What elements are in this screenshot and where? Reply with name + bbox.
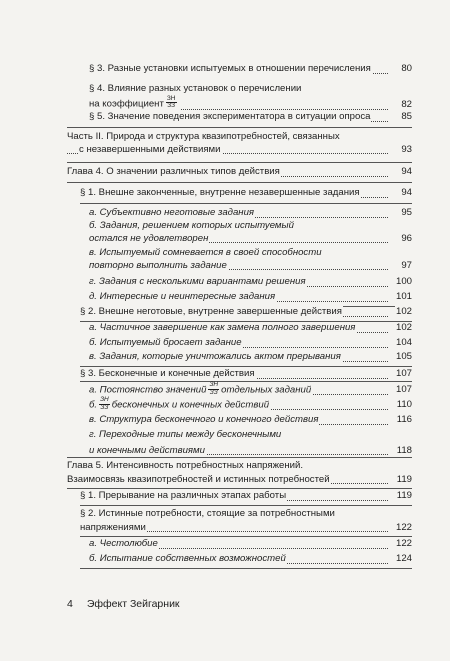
toc-entry-title: д. Интересные и неинтересные задания: [89, 291, 276, 302]
toc-page-number: 119: [396, 473, 412, 485]
toc-page-number: 122: [395, 521, 412, 533]
toc-entry-title: а. Честолюбие: [89, 538, 158, 549]
toc-entry[interactable]: [89, 538, 412, 551]
toc-entry-title-cont: и конечными действиями: [89, 444, 205, 456]
toc-entry-title: § 3. Разные установки испытуемых в отношении перечисления: [89, 63, 371, 74]
toc-entry-title: в. Задания, которые уничтожались актом прерывания: [89, 351, 341, 362]
page-footer: [67, 598, 180, 610]
toc-page-number: 102: [395, 306, 412, 317]
formula-fraction: $\frac{ЗН}{ЗЗ}$: [100, 396, 109, 411]
toc-entry-title-cont: бесконечных и конечных действий: [111, 399, 270, 411]
toc-entry[interactable]: [89, 553, 412, 566]
divider: [67, 182, 412, 183]
toc-entry[interactable]: [89, 382, 412, 397]
toc-entry-title: а. Частичное завершение как замена полного завершения: [89, 322, 356, 333]
toc-page-number: 95: [401, 207, 412, 218]
toc-page-number: 100: [395, 276, 412, 287]
toc-page-number: 80: [401, 63, 412, 74]
toc-entry-title-cont: Взаимосвязь квазипотребностей и истинных потребностей: [67, 473, 330, 485]
toc-entry-title: Глава 5. Интенсивность потребностных напряжений.: [67, 460, 304, 471]
divider: [67, 127, 412, 128]
toc-entry-title: г. Задания с несколькими вариантами решения: [89, 276, 306, 287]
toc-page-number: 104: [395, 337, 412, 348]
toc-entry-title: г. Переходные типы между бесконечными: [89, 429, 282, 440]
toc-entry-title: б.: [89, 399, 98, 411]
toc-entry-title: а. Постоянство значений: [89, 384, 207, 396]
divider: [80, 536, 412, 537]
toc-page-number: 97: [401, 259, 412, 271]
toc-entry-title: б. Задания, решением которых испытуемый: [89, 220, 294, 231]
divider: [80, 203, 412, 204]
running-title: Эффект Зейгарник: [86, 598, 180, 610]
toc-page-number: 119: [396, 490, 412, 501]
toc-page-number: 82: [401, 98, 412, 110]
toc-entry[interactable]: [67, 460, 412, 486]
toc-entry[interactable]: [89, 397, 412, 412]
toc-page-number: 107: [395, 368, 412, 379]
toc-entry-title-cont: с незавершенными действиями: [79, 143, 221, 155]
toc-page-number: 107: [395, 384, 412, 395]
toc-page-number: 116: [396, 414, 412, 425]
formula-fraction: $\frac{ЗН}{ЗЗ}$: [166, 94, 176, 110]
toc-entry-title-cont: на коэффициент: [89, 98, 164, 110]
toc-page-number: 93: [401, 143, 412, 155]
toc-page-number: 94: [401, 187, 412, 198]
divider: [80, 366, 412, 367]
toc-entry[interactable]: [89, 414, 412, 427]
toc-entry-title: § 1. Внешне законченные, внутренне незавершенные задания: [80, 187, 360, 198]
toc-page-number: 102: [395, 322, 412, 333]
toc-entry-title: § 2. Истинные потребности, стоящие за потребностными: [80, 508, 335, 519]
toc-entry[interactable]: [80, 368, 412, 381]
toc-page-number: 96: [401, 232, 412, 244]
toc-page-number: 101: [395, 291, 412, 302]
divider: [80, 505, 412, 506]
toc-page-number: 110: [396, 399, 412, 410]
toc-entry[interactable]: [80, 187, 412, 200]
toc-entry-title: § 1. Прерывание на различных этапах работы: [80, 490, 287, 501]
toc-entry-title-cont: остался не удовлетворен: [89, 232, 209, 244]
toc-entry-title: а. Субъективно неготовые задания: [89, 207, 255, 218]
toc-entry-title-cont: отдельных заданий: [221, 384, 312, 396]
formula-fraction: $\frac{ЗН}{ЗЗ}$: [209, 381, 219, 396]
toc-entry-title: § 3. Бесконечные и конечные действия: [80, 368, 255, 379]
toc-entry[interactable]: [67, 131, 412, 156]
toc-entry[interactable]: [89, 111, 412, 124]
toc-entry-title-cont: повторно выполнить задание: [89, 259, 227, 271]
toc-entry[interactable]: [89, 220, 412, 245]
toc-page-number: 85: [401, 111, 412, 122]
toc-entry-title: б. Испытание собственных возможностей: [89, 553, 286, 564]
toc-entry[interactable]: [89, 351, 412, 364]
toc-page-number: 122: [395, 538, 412, 549]
toc-entry[interactable]: [89, 247, 412, 272]
toc-entry[interactable]: [80, 306, 412, 319]
divider: [67, 488, 412, 489]
toc-entry[interactable]: [89, 337, 412, 350]
toc-entry[interactable]: [89, 429, 412, 457]
toc-page-number: 124: [395, 553, 412, 564]
divider: [80, 568, 412, 569]
toc-entry-title: в. Структура бесконечного и конечного действия: [89, 414, 319, 425]
toc-entry[interactable]: [67, 166, 412, 179]
toc-entry-title: в. Испытуемый сомневается в своей способности: [89, 247, 322, 258]
toc-entry-title: б. Испытуемый бросает задание: [89, 337, 242, 348]
toc-entry[interactable]: [89, 83, 412, 112]
toc-entry[interactable]: [89, 291, 412, 304]
toc-entry[interactable]: [80, 490, 412, 503]
toc-page-number: 118: [396, 444, 412, 456]
toc-page-number: 94: [401, 166, 412, 177]
toc-entry-title: Глава 4. О значении различных типов действия: [67, 166, 280, 177]
toc-entry-title: § 4. Влияние разных установок о перечислении: [89, 83, 302, 94]
toc-entry-title: § 5. Значение поведения экспериментатора в ситуации опроса: [89, 111, 371, 122]
toc-page-number: 105: [395, 351, 412, 362]
toc-entry[interactable]: [89, 322, 412, 335]
toc-entry-title-cont: напряжениями: [80, 521, 146, 533]
toc-entry-title: Часть II. Природа и структура квазипотребностей, связанных: [67, 131, 340, 142]
toc-entry[interactable]: [80, 508, 412, 534]
toc-entry-title: § 2. Внешне неготовые, внутренне завершенные действия: [80, 306, 342, 317]
toc-entry[interactable]: [89, 207, 412, 220]
page-number: 4: [67, 598, 73, 610]
divider: [67, 162, 412, 163]
toc-entry[interactable]: [89, 276, 412, 289]
toc-entry[interactable]: [89, 63, 412, 76]
